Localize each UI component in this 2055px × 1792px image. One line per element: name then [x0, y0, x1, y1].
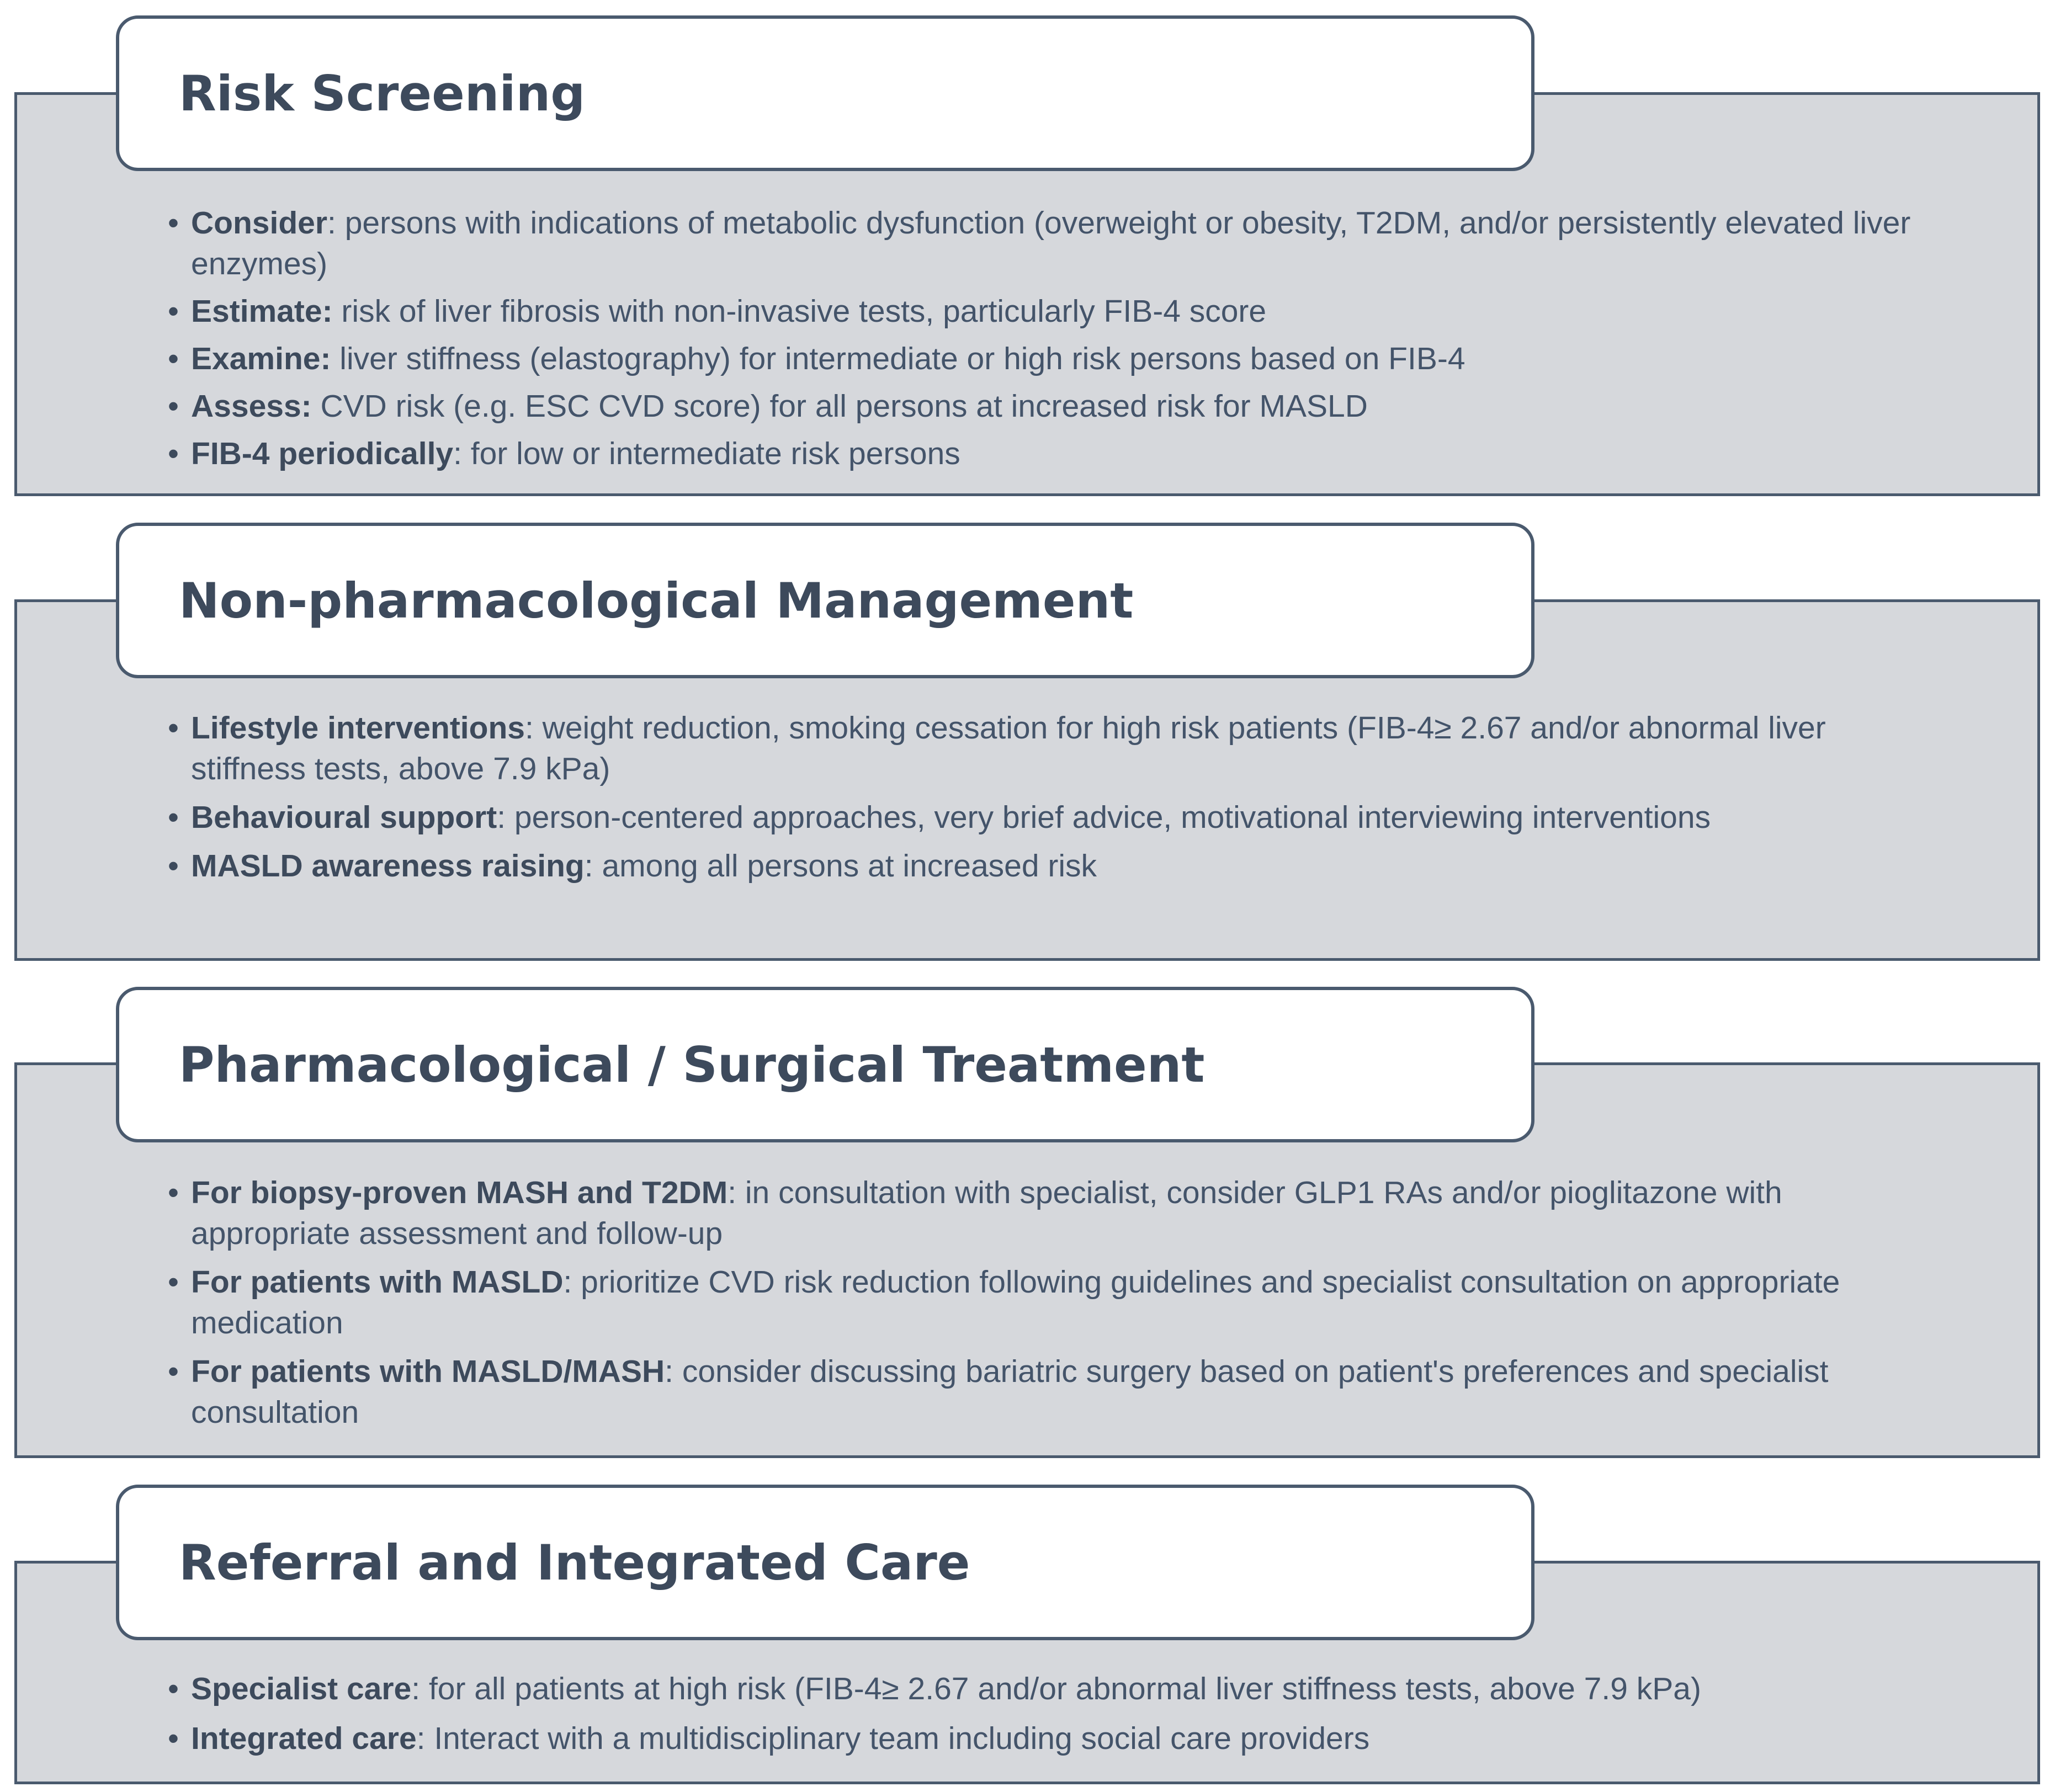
- bullet-item: [176, 846, 1920, 886]
- bullet-lead: For patients with MASLD/MASH: [191, 1354, 665, 1389]
- bullet-list-risk-screening: [176, 203, 1920, 474]
- bullet-text: : weight reduction, smoking cessation for high risk patients (FIB-4≥ 2.67 and/or abnormal liver stiffness tests, above 7.9 kPa): [191, 710, 1826, 786]
- bullet-item: [176, 1718, 1920, 1759]
- bullet-item: [176, 1262, 1920, 1343]
- section-title: Referral and Integrated Care: [179, 1534, 970, 1591]
- bullet-item: [176, 338, 1920, 379]
- section-title: Risk Screening: [179, 65, 586, 122]
- bullet-text: risk of liver fibrosis with non-invasive tests, particularly FIB-4 score: [332, 294, 1267, 329]
- section-header-non-pharmacological: [116, 523, 1534, 678]
- section-title: Pharmacological / Surgical Treatment: [179, 1036, 1205, 1093]
- bullet-item: [176, 433, 1920, 474]
- bullet-item: [176, 203, 1920, 284]
- bullet-lead: Lifestyle interventions: [191, 710, 525, 746]
- bullet-text: CVD risk (e.g. ESC CVD score) for all persons at increased risk for MASLD: [311, 389, 1368, 424]
- section-header-referral-integrated-care: [116, 1485, 1534, 1640]
- section-header-risk-screening: [116, 15, 1534, 171]
- bullet-text: : Interact with a multidisciplinary team including social care providers: [416, 1721, 1370, 1756]
- bullet-item: [176, 291, 1920, 332]
- bullet-lead: Specialist care: [191, 1671, 412, 1706]
- bullet-item: [176, 797, 1920, 838]
- bullet-text: : in consultation with specialist, consider GLP1 RAs and/or pioglitazone with appropriate assessment and follow-up: [191, 1175, 1782, 1251]
- bullet-lead: For patients with MASLD: [191, 1264, 564, 1300]
- bullet-text: : for low or intermediate risk persons: [453, 436, 960, 471]
- bullet-item: [176, 1351, 1920, 1433]
- bullet-text: : for all patients at high risk (FIB-4≥ 2.67 and/or abnormal liver stiffness tests, above 7.9 kPa): [411, 1671, 1701, 1706]
- bullet-text: : person-centered approaches, very brief advice, motivational interviewing interventions: [497, 800, 1711, 835]
- section-header-pharmacological-surgical: [116, 987, 1534, 1142]
- bullet-lead: For biopsy-proven MASH and T2DM: [191, 1175, 728, 1210]
- bullet-item: [176, 386, 1920, 427]
- bullet-lead: Consider: [191, 205, 328, 241]
- bullet-item: [176, 1668, 1920, 1709]
- bullet-text: : among all persons at increased risk: [584, 848, 1097, 884]
- bullet-lead: Examine:: [191, 341, 331, 376]
- bullet-list-non-pharmacological: [176, 708, 1920, 886]
- bullet-lead: FIB-4 periodically: [191, 436, 454, 471]
- section-title: Non-pharmacological Management: [179, 572, 1134, 629]
- bullet-lead: MASLD awareness raising: [191, 848, 585, 884]
- bullet-lead: Behavioural support: [191, 800, 497, 835]
- bullet-lead: Assess:: [191, 389, 312, 424]
- bullet-text: liver stiffness (elastography) for intermediate or high risk persons based on FIB-4: [331, 341, 1465, 376]
- bullet-list-referral-integrated-care: [176, 1668, 1920, 1759]
- bullet-text: : persons with indications of metabolic dysfunction (overweight or obesity, T2DM, and/or persistently elevated liver enzymes): [191, 205, 1911, 281]
- bullet-item: [176, 1172, 1920, 1254]
- bullet-item: [176, 708, 1920, 789]
- bullet-lead: Integrated care: [191, 1721, 417, 1756]
- bullet-text: : consider discussing bariatric surgery based on patient's preferences and specialist consultation: [191, 1354, 1829, 1430]
- bullet-text: : prioritize CVD risk reduction following guidelines and specialist consultation on appropriate medication: [191, 1264, 1840, 1341]
- bullet-list-pharmacological-surgical: [176, 1172, 1920, 1433]
- bullet-lead: Estimate:: [191, 294, 333, 329]
